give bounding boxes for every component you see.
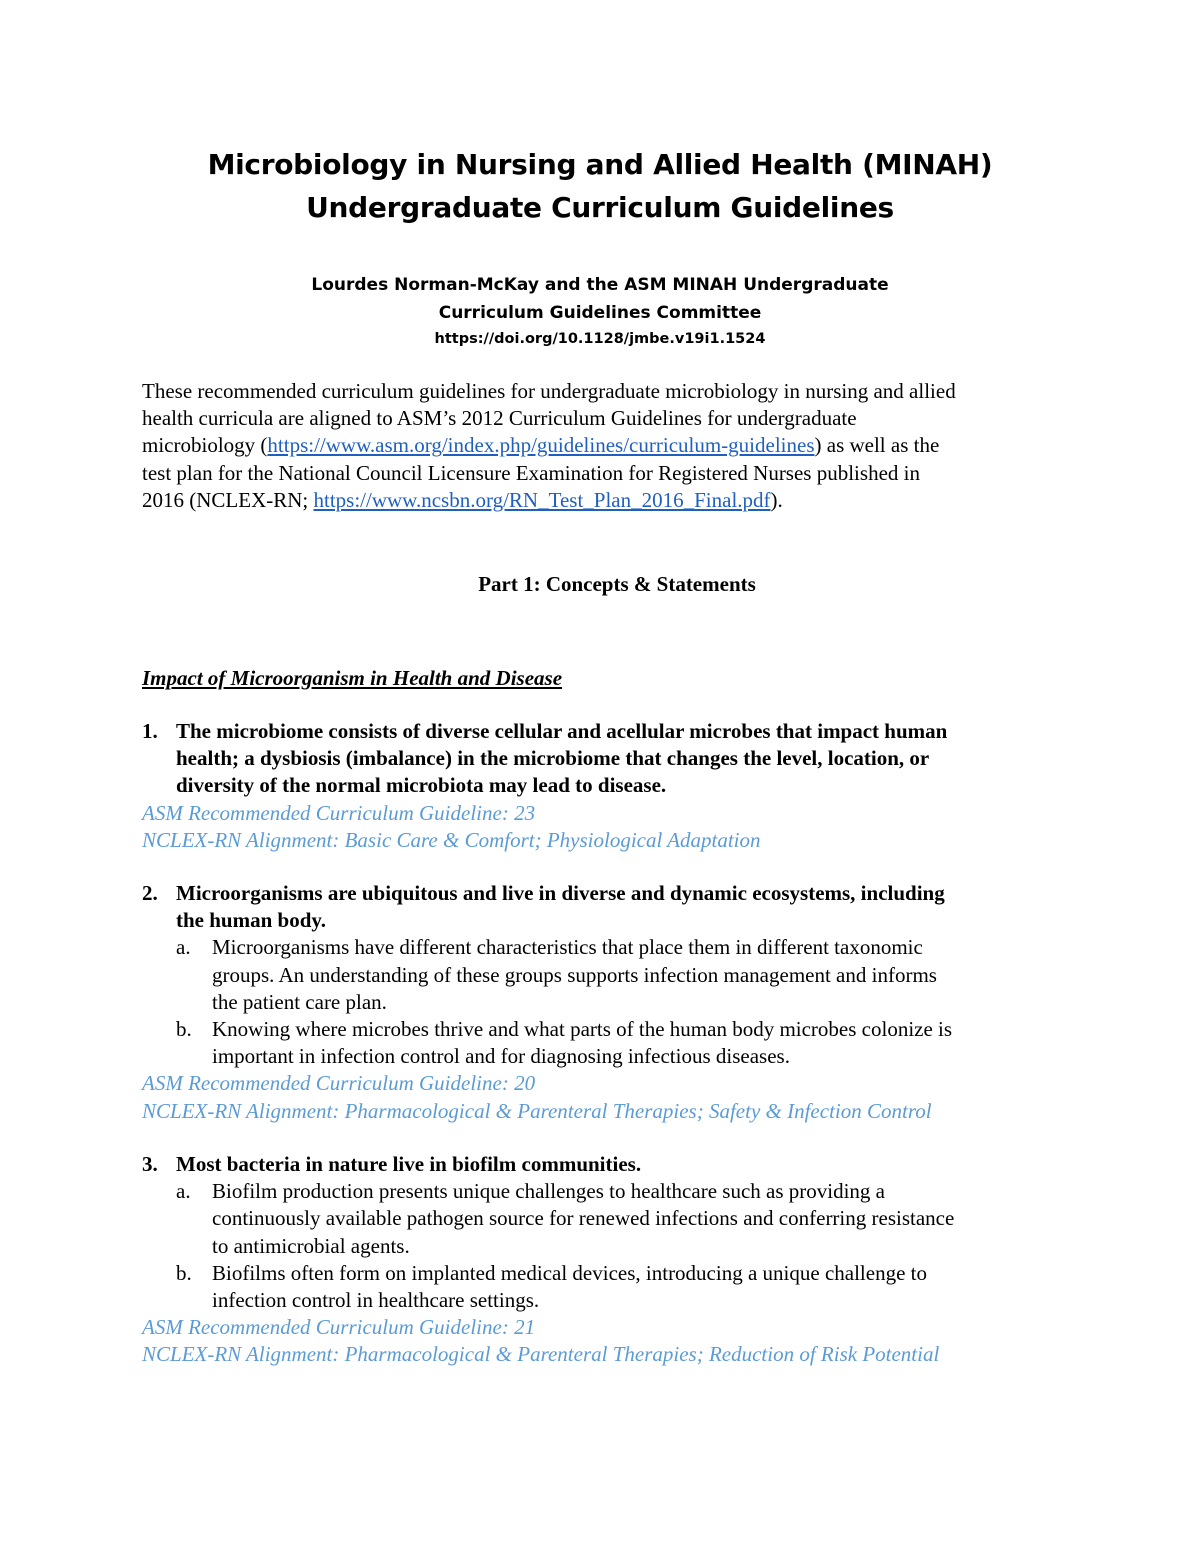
subpoint-text [212, 1016, 1082, 1070]
statement-line: health; a dysbiosis (imbalance) in the microbiome that changes the level, location, or [176, 746, 930, 771]
nclex-alignment: NCLEX-RN Alignment: Pharmacological & Parenteral Therapies; Reduction of Risk Potential [142, 1342, 940, 1367]
subpoint-line: Biofilms often form on implanted medical devices, introducing a unique challenge to [212, 1260, 927, 1285]
subpoint-letter: a. [176, 935, 191, 960]
concept-item [142, 718, 1082, 854]
subpoint-letter: b. [176, 1017, 192, 1042]
asm-guideline-reference: ASM Recommended Curriculum Guideline: 21 [142, 1315, 536, 1340]
intro-text: ) as well as the [814, 433, 940, 458]
subpoint-line: to antimicrobial agents. [212, 1233, 410, 1258]
item-number: 1. [142, 719, 158, 743]
asm-guidelines-link[interactable]: https://www.asm.org/index.php/guidelines/curriculum-guidelines [267, 433, 815, 458]
subpoint-line: Knowing where microbes thrive and what parts of the human body microbes colonize is [212, 1017, 953, 1042]
item-statement [176, 718, 1082, 800]
subpoint-text [212, 1178, 1082, 1260]
authors-line-2: Curriculum Guidelines Committee [438, 303, 762, 323]
nclex-alignment: NCLEX-RN Alignment: Basic Care & Comfort; Physiological Adaptation [142, 827, 761, 852]
item-number: 3. [142, 1152, 158, 1176]
item-statement [176, 880, 1082, 934]
nclex-test-plan-link[interactable]: https://www.ncsbn.org/RN_Test_Plan_2016_Final.pdf [313, 487, 771, 512]
statement-line: diversity of the normal microbiota may lead to disease. [176, 773, 667, 798]
intro-line: health curricula are aligned to ASM’s 2012 Curriculum Guidelines for undergraduate [142, 406, 857, 431]
intro-line: These recommended curriculum guidelines for undergraduate microbiology in nursing and allied [142, 379, 956, 403]
intro-paragraph [142, 378, 1062, 514]
concept-item [142, 1151, 1082, 1369]
subpoint-line: the patient care plan. [212, 989, 387, 1014]
document-title-line-2: Undergraduate Curriculum Guidelines [306, 191, 894, 224]
intro-line [142, 432, 1062, 459]
subpoint-letter: a. [176, 1179, 191, 1204]
statement-line: The microbiome consists of diverse cellular and acellular microbes that impact human [176, 719, 948, 743]
subpoint [176, 1178, 1082, 1260]
item-number: 2. [142, 881, 158, 905]
subpoint-line: continuously available pathogen source for renewed infections and conferring resistance [212, 1206, 955, 1231]
doi-link[interactable]: https://doi.org/10.1128/jmbe.v19i1.1524 [434, 331, 766, 347]
document-title-line-1: Microbiology in Nursing and Allied Health (MINAH) [207, 148, 993, 181]
subpoint [176, 1260, 1082, 1314]
intro-line: test plan for the National Council Licensure Examination for Registered Nurses published in [142, 460, 920, 485]
section-heading: Impact of Microorganism in Health and Disease [142, 666, 563, 690]
statement-line: Microorganisms are ubiquitous and live in diverse and dynamic ecosystems, including [176, 881, 945, 905]
subpoint-line: groups. An understanding of these groups supports infection management and informs [212, 962, 937, 987]
subpoint-line: Biofilm production presents unique challenges to healthcare such as providing a [212, 1179, 885, 1204]
intro-text: 2016 (NCLEX-RN; [142, 487, 314, 512]
subpoint-text [212, 934, 1082, 1016]
intro-text: microbiology ( [142, 433, 268, 458]
subpoint [176, 1016, 1082, 1070]
concept-item [142, 880, 1082, 1125]
nclex-alignment: NCLEX-RN Alignment: Pharmacological & Parenteral Therapies; Safety & Infection Control [142, 1098, 932, 1123]
subpoint-text [212, 1260, 1082, 1314]
part-heading: Part 1: Concepts & Statements [478, 572, 756, 596]
asm-guideline-reference: ASM Recommended Curriculum Guideline: 23 [142, 800, 536, 825]
intro-text: ). [770, 487, 783, 512]
subpoint-line: Microorganisms have different characteristics that place them in different taxonomic [212, 935, 923, 960]
asm-guideline-reference: ASM Recommended Curriculum Guideline: 20 [142, 1071, 536, 1096]
subpoint-letter: b. [176, 1260, 192, 1285]
subpoint-line: infection control in healthcare settings. [212, 1288, 540, 1313]
subpoint [176, 934, 1082, 1016]
subpoint-line: important in infection control and for diagnosing infectious diseases. [212, 1044, 790, 1069]
statement-line: Most bacteria in nature live in biofilm communities. [176, 1152, 642, 1176]
authors-line-1: Lourdes Norman-McKay and the ASM MINAH Undergraduate [311, 275, 889, 295]
item-statement [176, 1151, 1082, 1178]
statement-line: the human body. [176, 908, 326, 933]
intro-line [142, 487, 1062, 514]
